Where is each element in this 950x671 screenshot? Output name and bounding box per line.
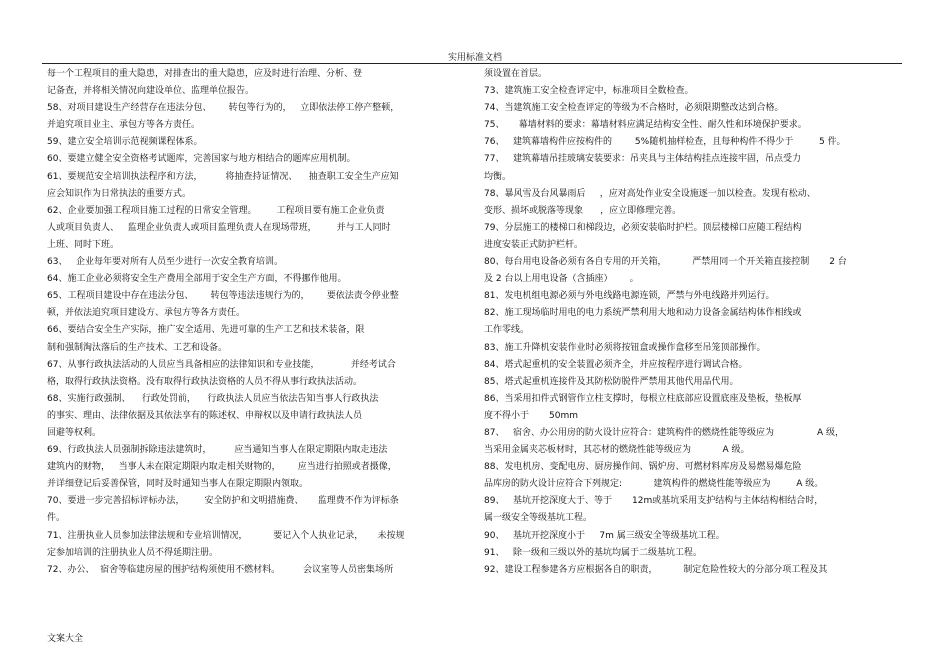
text-line: 82、施工现场临时用电的电力系统严禁利用大地和动力设备金属结构体作相线或	[484, 308, 802, 319]
text-line: 63、 企业每年要对所有人员至少进行一次安全教育培训。	[47, 257, 284, 268]
right-column	[484, 66, 904, 579]
text-line: 均衡。	[484, 171, 512, 182]
text-line: 70、要进一步完善招标评标办法， 安全防护和文明措施费、 监理费不作为评标条	[47, 496, 399, 507]
text-line: 86、当采用扣件式钢管作立柱支撑时，每根立柱底部应设置底座及垫板，垫板厚	[484, 393, 802, 404]
text-line: 属一级安全等级基坑工程。	[484, 513, 593, 524]
text-line: 78、暴风雪及台风暴雨后 ，应对高处作业安全设施逐一加以检查。发现有松动、	[484, 188, 816, 199]
text-line: 度不得小于 50mm	[484, 410, 579, 421]
text-line: 并追究项目业主、承包方等各方责任。	[47, 120, 201, 131]
text-line: 人或项目负责人、 监理企业负责人或项目监理负责人在现场带班， 并与工人同时	[47, 222, 391, 233]
text-line: 89、 基坑开挖深度大于、等于 12m或基坑采用支护结构与主体结构相结合时，	[484, 496, 824, 507]
text-line: 变形、损坏或脱落等现象 ，应立即修理完善。	[484, 205, 682, 216]
text-line: 77、 建筑幕墙吊挂玻璃安装要求：吊夹具与主体结构挂点连接牢固，吊点受力	[484, 154, 802, 165]
text-line: 工作零线。	[484, 325, 530, 336]
text-line: 71、注册执业人员参加法律法规和专业培训情况， 要记入个人执业记录， 未按规	[47, 530, 405, 541]
text-line: 并详细登记后妥善保管，同时及时通知当事人在限定期限内领取。	[47, 479, 309, 490]
text-line: 68、实施行政强制、 行政处罚前， 行政执法人员应当依法告知当事人行政执法	[47, 393, 379, 404]
text-line: 88、发电机房、变配电房、厨房操作间、锅炉房、可燃材料库房及易燃易爆危险	[484, 462, 802, 473]
text-line: 74、当建筑施工安全检查评定的等级为不合格时，必须限期整改达到合格。	[484, 103, 784, 114]
text-line: 59、建立安全培训示范视频课程体系。	[47, 137, 203, 148]
text-line: 当采用金属夹芯板材时，其芯材的燃烧性能等级应为 A 级。	[484, 445, 750, 456]
text-line: 进度安装正式防护栏杆。	[484, 239, 584, 250]
page-header: 实用标准文档	[447, 53, 502, 63]
text-line: 须设置在首层。	[484, 69, 548, 79]
text-line: 85、塔式起重机连接件及其防松防脱件严禁用其他代用品代用。	[484, 376, 739, 387]
text-line: 79、分层施工的楼梯口和梯段边，必须安装临时护栏。顶层楼梯口应随工程结构	[484, 222, 802, 233]
text-line: 每一个工程项目的重大隐患，对排查出的重大隐患，应及时进行治理、分析、登	[47, 69, 363, 79]
text-line: 73、建筑施工安全检查评定中，标准项目全数检查。	[484, 86, 694, 97]
text-line: 回避等权利。	[47, 427, 102, 438]
text-line: 件。	[47, 513, 66, 524]
text-line: 品库房的防火设计应符合下列规定: 建筑构件的燃烧性能等级应为 A 级。	[484, 479, 824, 490]
text-line: 记备查，并将相关情况向建设单位、监理单位报告。	[47, 86, 255, 97]
text-line: 81、发电机组电源必须与外电线路电源连锁，严禁与外电线路并列运行。	[484, 291, 775, 302]
text-line: 72、办公、 宿舍等临建房屋的围护结构须使用不燃材料。 会议室等人员密集场所	[47, 564, 394, 575]
text-line: 84、塔式起重机的安全装置必须齐全，并应按程序进行调试合格。	[484, 359, 748, 370]
text-line: 64、施工企业必须将安全生产费用全部用于安全生产方面，不得挪作他用。	[47, 274, 347, 285]
text-line: 80、每台用电设备必须有各自专用的开关箱， 严禁用同一个开关箱直接控制 2 台	[484, 257, 847, 268]
left-column	[47, 66, 462, 579]
text-line: 62、企业要加强工程项目施工过程的日常安全管理。 工程项目要有施工企业负责	[47, 205, 385, 216]
text-line: 制和强制淘汰落后的生产技术、工艺和设备。	[47, 342, 228, 353]
text-line: 61、要规范安全培训执法程序和方法， 将抽查持证情况、 抽查职工安全生产应知	[47, 171, 399, 182]
text-line: 60、要建立健全安全资格考试题库，完善国家与地方相结合的题库应用机制。	[47, 154, 356, 165]
text-line: 67、从事行政执法活动的人员应当具备相应的法律知识和专业技能， 并经考试合	[47, 359, 396, 370]
text-line: 格，取得行政执法资格。没有取得行政执法资格的人员不得从事行政执法活动。	[47, 376, 363, 387]
text-line: 76、 建筑幕墙构件应按构件的 5%随机抽样检查，且每种构件不得少于 5 件。	[484, 137, 846, 148]
text-line: 83、施工升降机安装作业时必须将按钮盒或操作盒移至吊笼顶部操作。	[484, 342, 766, 353]
text-line: 上班、同时下班。	[47, 239, 120, 250]
text-line: 顿，并依法追究项目建设方、承包方等各方责任。	[47, 308, 246, 319]
text-line: 65、工程项目建设中存在违法分包、 转包等违法违规行为的， 要依法责令停业整	[47, 291, 399, 302]
text-line: 的事实、理由、法律依据及其依法享有的陈述权、申辩权以及申请行政执法人员	[47, 410, 363, 421]
text-line: 75、 幕墙材料的要求：幕墙材料应满足结构安全性、耐久性和环境保护要求。	[484, 120, 807, 131]
footer-note: 文案大全	[47, 634, 84, 644]
text-line: 及 2 台以上用电设备（含插座） 。	[484, 274, 639, 285]
text-line: 69、行政执法人员强制拆除违法建筑时， 应当通知当事人在限定期限内取走违法	[47, 445, 388, 456]
text-line: 66、要结合安全生产实际，推广安全适用、先进可靠的生产工艺和技术装备，限	[47, 325, 365, 336]
text-line: 应会知识作为日常执法的重要方式。	[47, 188, 192, 199]
header-rule	[42, 63, 902, 64]
text-line: 91、 除一级和三级以外的基坑均属于二级基坑工程。	[484, 547, 703, 558]
text-line: 定参加培训的注册执业人员不得延期注册。	[47, 547, 219, 558]
text-line: 90、 基坑开挖深度小于 7m 属三级安全等级基坑工程。	[484, 530, 725, 541]
text-line: 92、建设工程参建各方应根据各自的职责， 制定危险性较大的分部分项工程及其	[484, 564, 828, 575]
text-line: 建筑内的财物， 当事人未在限定期限内取走相关财物的， 应当进行拍照或者摄像，	[47, 462, 397, 473]
text-line: 58、对项目建设生产经营存在违法分包、 转包等行为的， 立即依法停工停产整顿，	[47, 103, 400, 114]
text-line: 87、 宿舍、办公用房的防火设计应符合：建筑构件的燃烧性能等级应为 A 级，	[484, 427, 844, 438]
